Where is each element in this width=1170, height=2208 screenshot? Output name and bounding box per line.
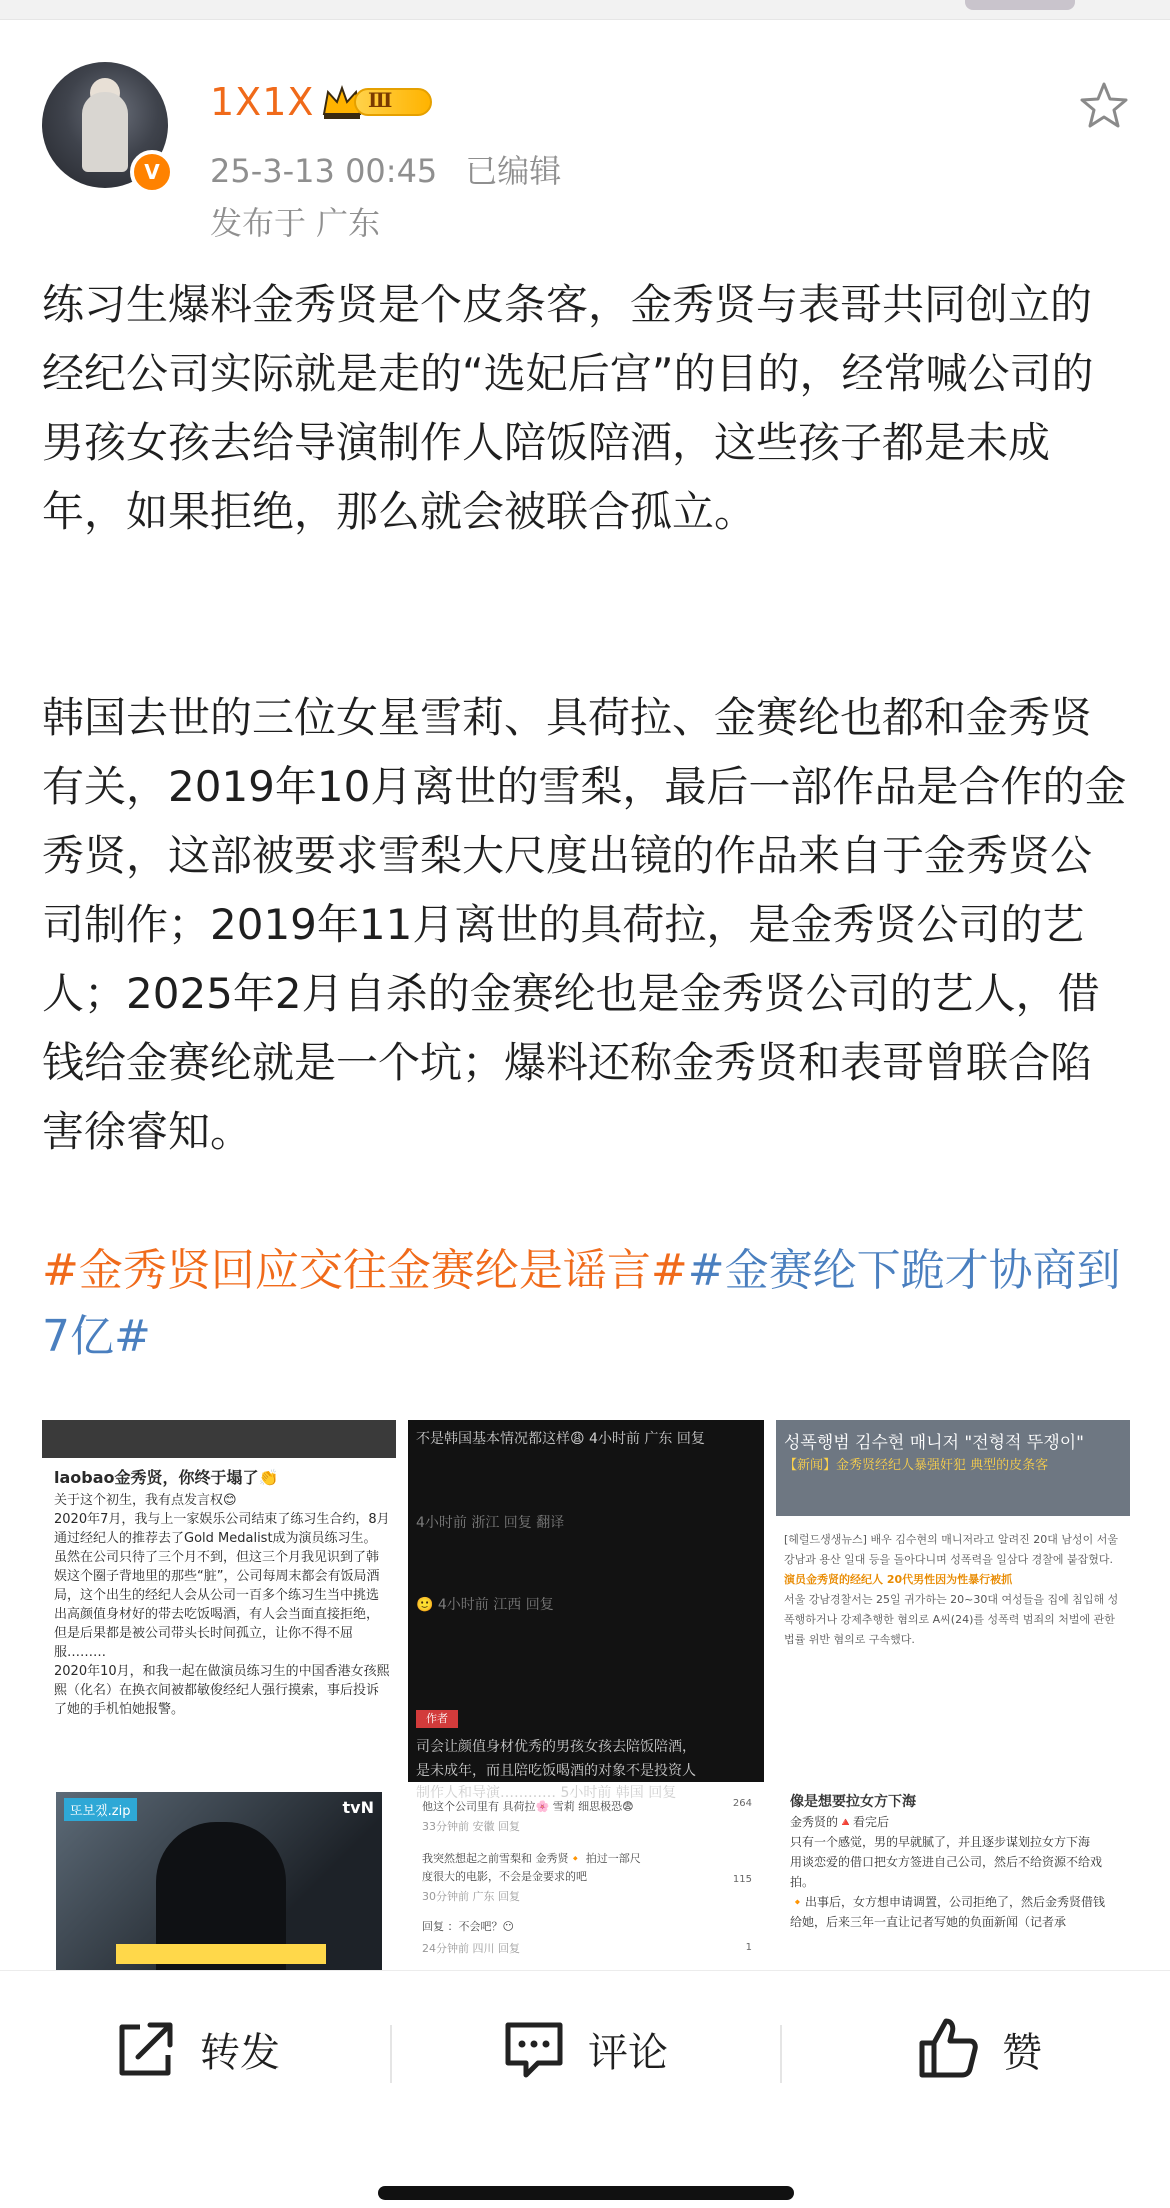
home-indicator	[378, 2186, 794, 2200]
comment-line: 度很大的电影，不会是金要求的吧	[422, 1870, 587, 1883]
post-image-1[interactable]	[42, 1420, 396, 1970]
divider	[780, 2025, 782, 2083]
image-3-note	[776, 1784, 1130, 1970]
like-button[interactable]	[912, 2009, 1042, 2089]
author-tag: 作者	[416, 1710, 458, 1728]
comment-line: 他这个公司里有 具荷拉🌸 雪莉 细思极恐😨	[422, 1800, 634, 1813]
like-count: 115	[732, 1874, 752, 1885]
image-2-comments	[408, 1782, 764, 1970]
news-article-text: 서울 강남경찰서는 25일 귀가하는 20~30대 여성들을 집에 침입해 성폭행하거나 강제추행한 혐의로 A씨(24)를 성폭력 범죄의 처벌에 관한 법률 위반 혐의로 구속했다.	[784, 1593, 1119, 1646]
tvn-logo: tvN	[342, 1798, 374, 1817]
edited-label[interactable]: 已编辑	[465, 152, 562, 190]
username[interactable]: 1X1X	[210, 80, 315, 124]
image-1-photo	[56, 1792, 382, 1970]
image-2-line-text: 制作人和导演………… 5小时前 韩国 回复	[416, 1785, 677, 1801]
comment-label: 评论	[588, 2029, 668, 2076]
like-count: 264	[732, 1798, 752, 1809]
note-line: 只有一个感觉，男的早就腻了，并且逐步谋划拉女方下海	[790, 1835, 1091, 1849]
post-timestamp: 25-3-13 00:45	[210, 152, 438, 190]
avatar-figure	[82, 92, 128, 172]
image-2-line: 4小时前 浙江 回复 翻译	[416, 1515, 565, 1531]
image-2-line: 不是韩国基本情况都这样😩 4小时前 广东 回复	[416, 1431, 705, 1447]
news-subtitle: 【新闻】金秀贤经纪人暴强奸犯 典型的皮条客	[784, 1458, 1049, 1473]
post-header	[42, 62, 1132, 242]
news-article-text: [헤럴드생생뉴스] 배우 김수현의 매니저라고 알려진 20대 남성이 서울 강남과 용산 일대 등을 돌아다니며 성폭력을 일삼다 경찰에 붙잡혔다.	[784, 1533, 1118, 1566]
image-1-text	[54, 1468, 390, 1719]
badge-level: Ⅲ	[368, 88, 393, 112]
like-count: 1	[745, 1942, 752, 1953]
repost-label: 转发	[200, 2029, 280, 2076]
note-line: 🔸出事后，女方想申请调置，公司拒绝了，然后金秀贤借钱给她，后来三年一直让记者写她的负面新闻（记者承	[790, 1895, 1105, 1929]
comment-icon	[498, 2013, 570, 2085]
image-2-line	[416, 1782, 676, 1802]
photo-label: 또보겠.zip	[64, 1798, 137, 1821]
news-highlight: 演员金秀贤的经纪人 20代男性因为性暴行被抓	[784, 1573, 1013, 1586]
like-label: 赞	[1002, 2029, 1042, 2076]
news-title: 성폭행범 김수현 매니저 "전형적 뚜쟁이"	[784, 1433, 1085, 1453]
news-title-band	[776, 1420, 1130, 1516]
post-image-3[interactable]	[776, 1420, 1130, 1970]
image-1-line: 2020年7月，我与上一家娱乐公司结束了练习生合约，8月通过经纪人的推荐去了Gold Medalist成为演员练习生。	[54, 1512, 390, 1546]
badge-pill	[354, 88, 432, 116]
image-top-band	[42, 1420, 396, 1458]
image-grid	[42, 1420, 1130, 1970]
image-1-heading: laobao金秀贤，你终于塌了👏	[54, 1468, 279, 1487]
member-badge-icon[interactable]	[320, 82, 436, 122]
divider	[390, 2025, 392, 2083]
share-icon	[110, 2013, 182, 2085]
note-line: 用谈恋爱的借口把女方签进自己公司，然后不给资源不给戏拍。	[790, 1855, 1103, 1889]
hashtag-link-1[interactable]: #金秀贤回应交往金赛纶是谣言#	[42, 1245, 688, 1296]
top-strip	[0, 0, 1170, 20]
comment-line: 回复 ：不会吧？😶	[422, 1920, 514, 1933]
post-paragraph-1: 练习生爆料金秀贤是个皮条客，金秀贤与表哥共同创立的经纪公司实际就是走的“选妃后宫”的目的，经常喊公司的男孩女孩去给导演制作人陪饭陪酒，这些孩子都是未成年，如果拒绝，那么就会被联合孤立。	[42, 280, 1094, 536]
image-2-line: 是未成年，而且陪吃饭喝酒的对象不是投资人	[416, 1763, 696, 1779]
comment-line: 我突然想起之前雪梨和 金秀贤🔸 拍过一部尺	[422, 1852, 641, 1865]
image-1-line: 关于这个初生，我有点发言权😊	[54, 1493, 237, 1508]
header-image-peek	[965, 0, 1075, 10]
post-location: 发布于 广东	[210, 204, 381, 242]
verified-badge-icon: V	[130, 150, 174, 194]
comment-meta: 30分钟前 广东 回复	[422, 1890, 520, 1903]
post-image-2[interactable]	[408, 1420, 764, 1970]
image-1-line: 2020年10月，和我一起在做演员练习生的中国香港女孩熙熙（化名）在换衣间被都敏俊经纪人强行摸索，事后投诉了她的手机怕她报警。	[54, 1664, 390, 1717]
comment-meta: 33分钟前 安徽 回复	[422, 1820, 520, 1833]
image-2-line: 🙂 4小时前 江西 回复	[416, 1597, 554, 1613]
news-article	[784, 1530, 1122, 1650]
comment-button[interactable]	[498, 2009, 668, 2089]
action-bar	[0, 1970, 1170, 2130]
photo-caption-bar	[116, 1944, 326, 1964]
image-2-line: 司会让颜值身材优秀的男孩女孩去陪饭陪酒，	[416, 1739, 696, 1755]
comment-meta: 24分钟前 四川 回复	[422, 1942, 520, 1955]
post-paragraph-2: 韩国去世的三位女星雪莉、具荷拉、金赛纶也都和金秀贤有关，2019年10月离世的雪梨，最后一部作品是合作的金秀贤，这部被要求雪梨大尺度出镜的作品来自于金秀贤公司制作；2019年11月离世的具荷拉，是金秀贤公司的艺人；2025年2月自杀的金赛纶也是金秀贤公司的艺人，借钱给金赛纶就是一个坑；爆料还称金秀贤和表哥曾联合陷害徐睿知。	[42, 693, 1127, 1156]
favorite-star-icon[interactable]	[1076, 78, 1132, 134]
hashtags	[42, 1238, 1132, 1370]
repost-button[interactable]	[110, 2009, 280, 2089]
note-title: 像是想要拉女方下海	[790, 1794, 916, 1810]
image-1-line: 虽然在公司只待了三个月不到，但这三个月我见识到了韩娱这个圈子背地里的那些“脏”，公司每周末都会有饭局酒局，这个出生的经纪人会从公司一百多个练习生当中挑选出高颜值身材好的带去吃饭喝酒，有人会当面直接拒绝，但是后果都是被公司带头长时间孤立，让你不得不屈服………	[54, 1550, 380, 1660]
note-line: 金秀贤的🔺看完后	[790, 1815, 889, 1829]
post-meta	[210, 146, 561, 192]
thumbs-up-icon	[912, 2013, 984, 2085]
hashtag-link-2[interactable]: #金赛纶下跪才协商到7亿#	[42, 1245, 1121, 1362]
